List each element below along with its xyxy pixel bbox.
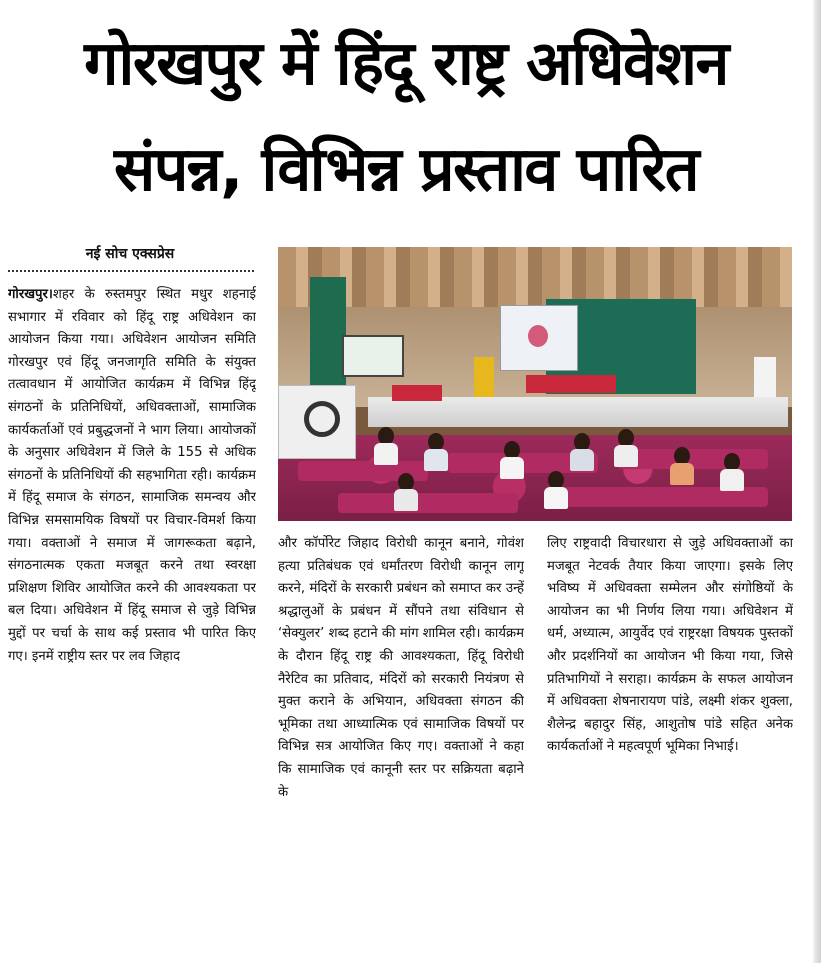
- photo-attendee-shirt: [374, 443, 398, 465]
- photo-banner-emblem: [528, 325, 548, 347]
- article-column-2: और कॉर्पोरेट जिहाद विरोधी कानून बनाने, गोवंश हत्या प्रतिबंधक एवं धर्मांतरण विरोधी कानून लागू करने, मंदिरों के सरकारी प्रबंधन को समाप्त कर उन्हें श्रद्धालुओं के प्रबंधन में सौंपने तथा संविधान से ‘सेक्युलर’ शब्द हटाने की मांग शामिल रही। कार्यक्रम के दौरान हिंदू राष्ट्र की आवश्यकता, हिंदू विरोधी नैरेटिव का प्रतिवाद, मंदिरों को सरकारी नियंत्रण से मुक्त कराने के अभियान, अधिवक्ता संगठन की भूमिका तथा आध्यात्मिक एवं सामाजिक विषयों पर विभिन्न सत्र आयोजित किए गए। वक्ताओं ने कहा कि सामाजिक एवं कानूनी स्तर पर सक्रियता बढ़ाने के: [278, 536, 524, 800]
- photo-projector-screen: [342, 335, 404, 377]
- photo-attendee-shirt: [614, 445, 638, 467]
- photo-attendee-shirt: [500, 457, 524, 479]
- photo-attendee-shirt: [670, 463, 694, 485]
- article-column-3: लिए राष्ट्रवादी विचारधारा से जुड़े अधिवक्ताओं का मजबूत नेटवर्क तैयार किया जाएगा। इसके लिए भविष्य में अधिवक्ता सम्मेलन और संगोष्ठियों के आयोजन का भी निर्णय लिया गया। अधिवेशन में धर्म, अध्यात्म, आयुर्वेद एवं राष्ट्ररक्षा विषयक पुस्तकों और प्रदर्शनियों का आयोजन भी किया गया, जिसे प्रतिभागियों ने सराहा। कार्यक्रम के सफल आयोजन में अधिवक्ता शेषनारायण पांडे, लक्ष्मी शंकर शुक्ला, शैलेन्द्र बहादुर सिंह, आशुतोष पांडे सहित अनेक कार्यकर्ताओं ने महत्वपूर्ण भूमिका निभाई।: [547, 536, 793, 755]
- photo-side-table: [392, 385, 442, 401]
- dateline: गोरखपुर।: [8, 287, 53, 302]
- photo-stage: [368, 397, 788, 427]
- photo-yellow-poster: [474, 357, 494, 399]
- byline: नई सोच एक्सप्रेस: [85, 246, 175, 262]
- headline-line-1: गोरखपुर में हिंदू राष्ट्र अधिवेशन: [84, 28, 728, 99]
- photo-attendee-shirt: [424, 449, 448, 471]
- photo-cooler-fan: [304, 401, 340, 437]
- article-column-1-text: शहर के रुस्तमपुर स्थित मधुर शहनाई सभागार में रविवार को हिंदू राष्ट्र अधिवेशन का आयोजन किया गया। अधिवेशन आयोजन समिति गोरखपुर एवं हिंदू जनजागृति समिति के संयुक्त तत्वावधान में आयोजित कार्यक्रम में विभिन्न हिंदू संगठनों के प्रतिनिधियों, अधिवक्ताओं, सामाजिक कार्यकर्ताओं एवं प्रबुद्धजनों ने भाग लिया। आयोजकों के अनुसार अधिवेशन में जिले के 155 से अधिक संगठनों के प्रतिनिधियों की सहभागिता रही। कार्यक्रम में हिंदू समाज के संगठन, सामाजिक समन्वय और विभिन्न समसामयिक विषयों पर विचार-विमर्श किया गया। वक्ताओं ने समाज में जागरूकता बढ़ाने, संगठनात्मक एकता मजबूत करने तथा स्वरक्षा प्रशिक्षण शिविर आयोजित करने की आवश्यकता पर बल दिया। अधिवेशन में हिंदू समाज से जुड़े विभिन्न मुद्दों पर चर्चा के साथ कई प्रस्ताव भी पारित किए गए। इनमें राष्ट्रीय स्तर पर लव जिहाद: [8, 287, 256, 664]
- photo-window: [754, 357, 776, 399]
- page-edge-shadow: [812, 0, 821, 963]
- photo-stage-table: [526, 375, 616, 393]
- event-hall-photo: [278, 247, 792, 521]
- photo-attendee-shirt: [544, 487, 568, 509]
- photo-seat-row: [338, 493, 518, 513]
- photo-attendee-shirt: [394, 489, 418, 511]
- headline-line-2: संपन्न, विभिन्न प्रस्ताव पारित: [113, 134, 699, 205]
- byline-divider: [8, 270, 254, 272]
- photo-ceiling-drapes: [278, 247, 792, 307]
- photo-attendee-shirt: [570, 449, 594, 471]
- photo-attendee-shirt: [720, 469, 744, 491]
- article-column-1: [8, 284, 256, 949]
